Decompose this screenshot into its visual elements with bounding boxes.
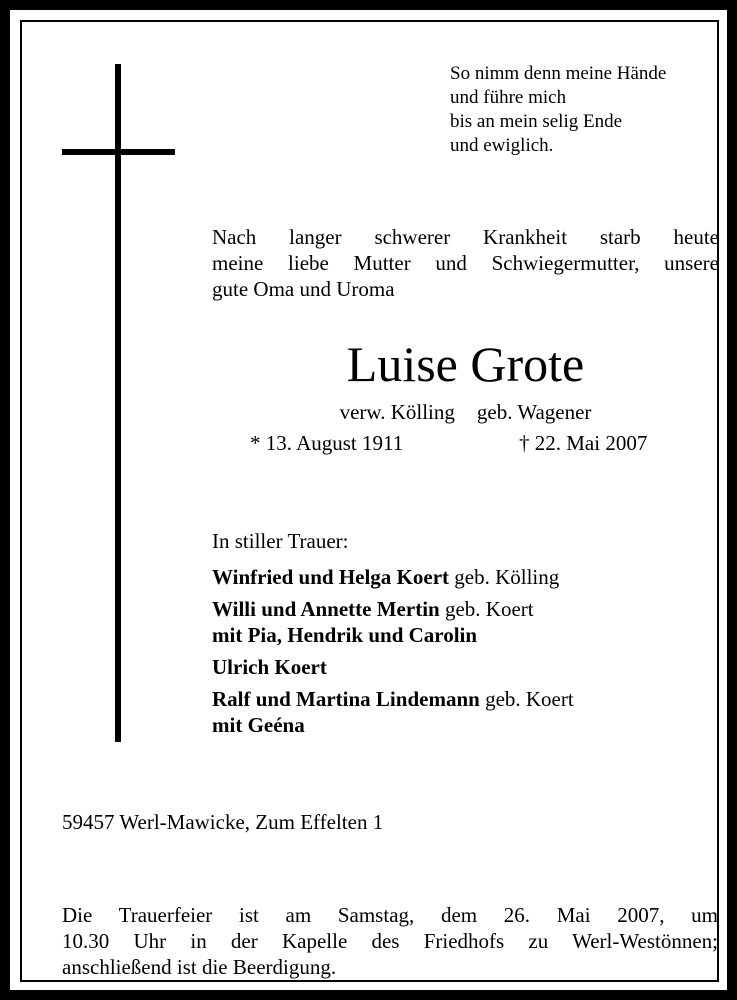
birth-name: geb. Wagener	[476, 400, 592, 424]
mourner-names: mit Geéna	[212, 713, 305, 737]
mourner-names: mit Pia, Hendrik und Carolin	[212, 623, 478, 647]
verse-line: und führe mich	[450, 87, 567, 108]
family-address: 59457 Werl-Mawicke, Zum Effelten 1	[62, 810, 384, 834]
cross-icon-horizontal-beam	[62, 149, 175, 155]
mourner-line	[212, 564, 574, 590]
mourner-note: geb. Koert	[479, 687, 574, 711]
verse-line: und ewiglich.	[450, 135, 554, 156]
announcement-line: gute Oma und Uroma	[212, 277, 395, 301]
mourner-note: geb. Kölling	[449, 565, 560, 589]
mourner-line	[212, 654, 574, 680]
mourner-names: Ralf und Martina Lindemann	[212, 687, 480, 711]
mourner-line	[212, 712, 574, 738]
verse-line: bis an mein selig Ende	[450, 111, 623, 132]
deceased-name: Luise Grote	[346, 336, 585, 392]
mourner-names: Ulrich Koert	[212, 655, 327, 679]
death-date: † 22. Mai 2007	[519, 431, 648, 455]
verse-line: So nimm denn meine Hände	[450, 63, 667, 84]
mourner-line	[212, 596, 574, 622]
verse	[450, 62, 666, 158]
mourner-line	[212, 622, 574, 648]
obituary-frame	[20, 20, 719, 982]
mourner-entry	[212, 564, 574, 590]
announcement-text	[212, 224, 719, 302]
maiden-names	[212, 399, 719, 425]
mourner-names: Willi und Annette Mertin	[212, 597, 440, 621]
mourner-names: Winfried und Helga Koert	[212, 565, 450, 589]
announcement-line: meine liebe Mutter und Schwiegermutter, unsere	[212, 251, 719, 275]
mourning-label: In stiller Trauer:	[212, 529, 349, 553]
funeral-line: Die Trauerfeier ist am Samstag, dem 26. Mai 2007, um	[62, 903, 718, 927]
funeral-notice	[62, 902, 718, 980]
mourner-line	[212, 686, 574, 712]
mourners-list	[212, 564, 574, 744]
obituary-sheet	[10, 10, 727, 990]
funeral-line: anschließend ist die Beerdigung.	[62, 955, 337, 979]
birth-date: * 13. August 1911	[250, 431, 404, 455]
widowed-name: verw. Kölling	[339, 400, 455, 424]
mourner-entry	[212, 686, 574, 738]
mourner-note: geb. Koert	[439, 597, 534, 621]
cross-icon-vertical-beam	[115, 64, 121, 742]
mourner-entry	[212, 596, 574, 648]
mourner-entry	[212, 654, 574, 680]
funeral-line: 10.30 Uhr in der Kapelle des Friedhofs zu Werl-Westönnen;	[62, 929, 718, 953]
announcement-line: Nach langer schwerer Krankheit starb heute	[212, 225, 719, 249]
